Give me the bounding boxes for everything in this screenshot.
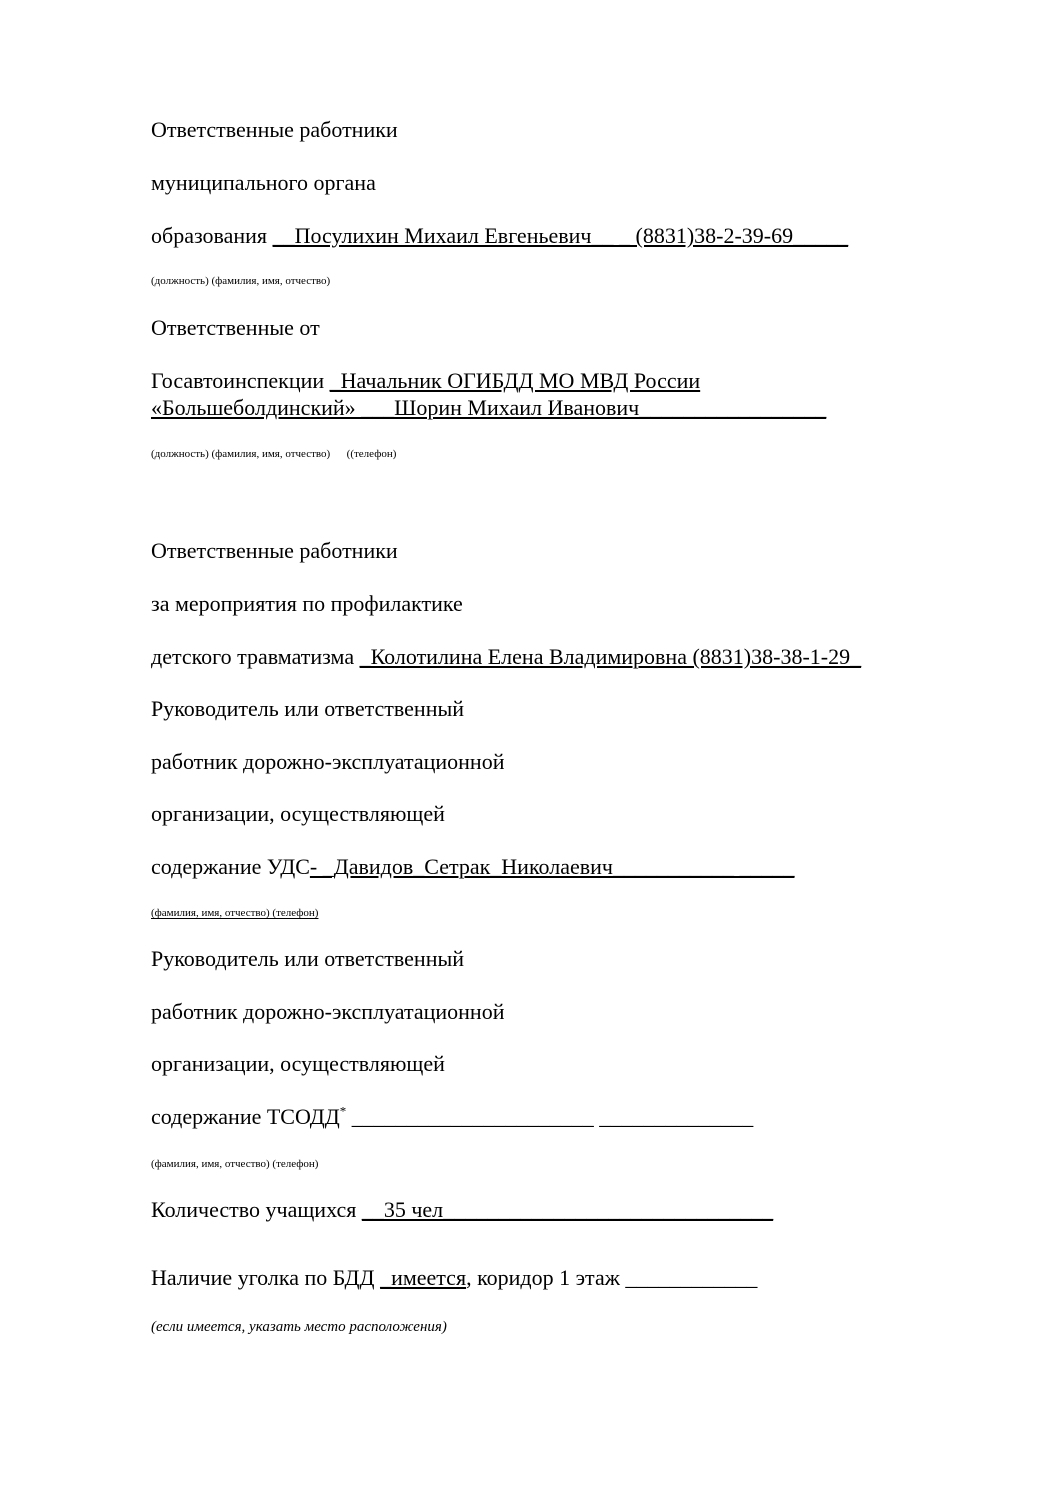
responsible-municipal-line1: Ответственные работники <box>151 117 398 142</box>
tsodd-head-line2: работник дорожно-эксплуатационной <box>151 999 505 1024</box>
tsodd-head-row <box>151 1104 753 1130</box>
bdd-corner-note: (если имеется, указать место расположения) <box>151 1319 447 1335</box>
bdd-corner-location: , коридор 1 этаж ____________ <box>466 1265 758 1290</box>
uds-head-line2: работник дорожно-эксплуатационной <box>151 749 505 774</box>
prevention-responsible-line1: Ответственные работники <box>151 538 398 563</box>
responsible-municipal-line2: муниципального органа <box>151 170 376 195</box>
students-value: __35 чел______________________________ <box>361 1197 774 1222</box>
tsodd-footnote-mark: * <box>339 1103 347 1119</box>
tsodd-head-caption: (фамилия, имя, отчество) (телефон) <box>151 1158 319 1170</box>
responsible-municipal-label: образования <box>151 223 273 248</box>
responsible-municipal-caption: (должность) (фамилия, имя, отчество) <box>151 275 331 287</box>
gai-responsible-line1: Ответственные от <box>151 315 320 340</box>
gai-responsible-label: Госавтоинспекции <box>151 368 330 393</box>
gai-responsible-caption: (должность) (фамилия, имя, отчество) ((телефон) <box>151 448 397 460</box>
tsodd-head-line3: организации, осуществляющей <box>151 1051 445 1076</box>
prevention-responsible-label: детского травматизма <box>151 644 360 669</box>
students-row <box>151 1197 773 1223</box>
uds-head-value: - _Давидов_Сетрак_Николаевич___________ _____ <box>309 854 795 879</box>
bdd-corner-row <box>151 1265 757 1291</box>
gai-responsible-position: _Начальник ОГИБДД МО МВД России <box>329 368 701 393</box>
bdd-corner-value: _имеется <box>380 1265 467 1290</box>
uds-head-row <box>151 854 794 880</box>
gai-responsible-row <box>151 368 700 394</box>
prevention-responsible-row <box>151 644 861 670</box>
uds-head-label: содержание УДС <box>151 854 310 879</box>
tsodd-head-value: ______________________ ______________ <box>346 1104 754 1129</box>
prevention-responsible-value: _Колотилина Елена Владимировна (8831)38-38-1-29_ <box>359 644 862 669</box>
gai-responsible-name <box>151 395 826 421</box>
gai-responsible-name-value: «Большеболдинский» ___Шорин Михаил Иванович_________________ <box>151 395 827 420</box>
uds-head-caption: (фамилия, имя, отчество) (телефон) <box>151 907 319 919</box>
uds-head-line1: Руководитель или ответственный <box>151 696 465 721</box>
bdd-corner-label: Наличие уголка по БДД <box>151 1265 381 1290</box>
responsible-municipal-value: __Посулихин Михаил Евгеньевич__ _ (8831)38-2-39-69_____ <box>272 223 849 248</box>
tsodd-head-line1: Руководитель или ответственный <box>151 946 465 971</box>
responsible-municipal-row <box>151 223 848 249</box>
tsodd-head-label: содержание ТСОДД <box>151 1104 340 1129</box>
uds-head-line3: организации, осуществляющей <box>151 801 445 826</box>
prevention-responsible-line2: за мероприятия по профилактике <box>151 591 463 616</box>
students-label: Количество учащихся <box>151 1197 362 1222</box>
